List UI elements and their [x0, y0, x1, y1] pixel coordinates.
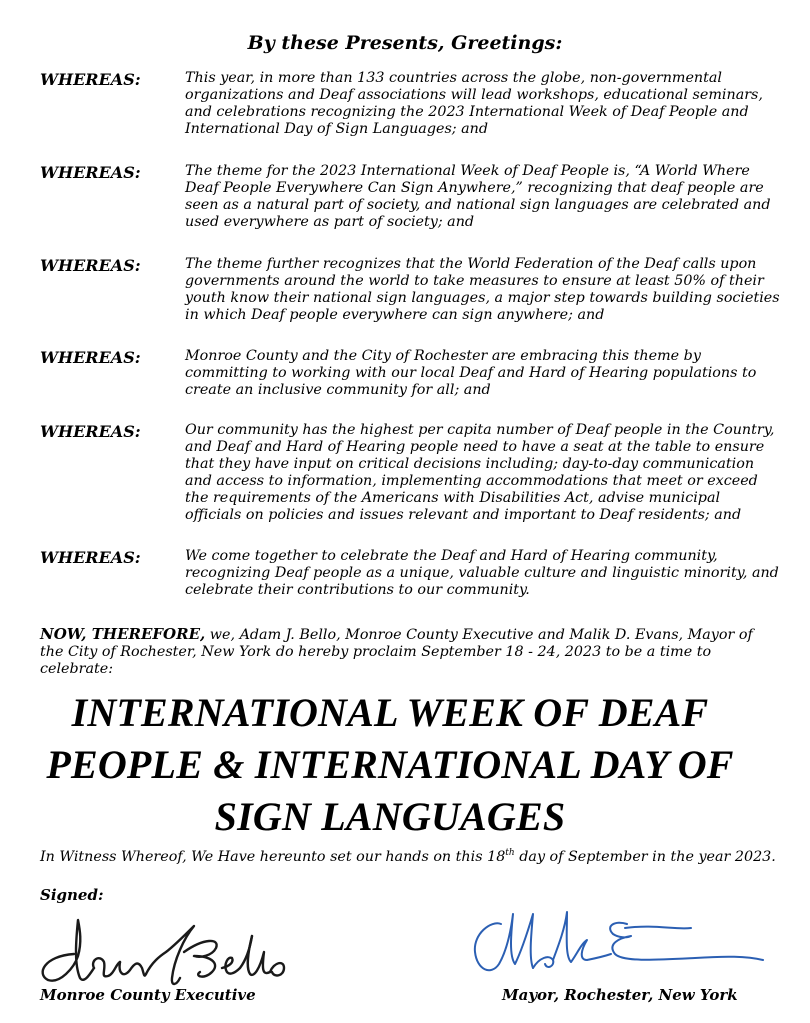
- proclamation-paragraph: [40, 626, 770, 678]
- whereas-label: WHEREAS:: [40, 256, 141, 275]
- witness-text-start: In Witness Whereof, We Have hereunto set our hands on this 18: [40, 848, 506, 865]
- whereas-text: Monroe County and the City of Rochester are embracing this theme by committing to working with our local Deaf and Hard of Hearing populations to create an inclusive community for all; and: [185, 348, 757, 398]
- whereas-text: The theme for the 2023 International Week of Deaf People is, “A World Where Deaf People Everywhere Can Sign Anywhere,” recognizing that deaf people are seen as a natural part of society, and national sign languages are celebrated and used everywhere as part of society; and: [185, 163, 771, 230]
- proclamation-title: [0, 687, 780, 843]
- now-therefore-lead: NOW, THEREFORE,: [40, 625, 206, 643]
- signature-left-caption: Monroe County Executive: [40, 986, 256, 1004]
- whereas-clause-1: [40, 70, 780, 138]
- whereas-clause-4: [40, 348, 780, 399]
- whereas-text: We come together to celebrate the Deaf and Hard of Hearing community, recognizing Deaf people as a unique, valuable culture and linguistic minority, and celebrate their contributions to our community.: [185, 548, 779, 598]
- ordinal-suffix: th: [505, 848, 515, 858]
- title-line-3: SIGN LANGUAGES: [214, 794, 566, 839]
- title-line-1: INTERNATIONAL WEEK OF DEAF: [71, 690, 709, 735]
- whereas-label: WHEREAS:: [40, 422, 141, 441]
- signed-label: Signed:: [40, 886, 104, 904]
- proclamation-text: we, Adam J. Bello, Monroe County Executive and Malik D. Evans, Mayor of the City of Rochester, New York do hereby proclaim September 18 - 24, 2023 to be a time to celebrate:: [40, 627, 753, 677]
- whereas-label: WHEREAS:: [40, 163, 141, 182]
- signature-right-caption: Mayor, Rochester, New York: [502, 986, 738, 1004]
- greeting-heading: By these Presents, Greetings:: [247, 32, 563, 54]
- signature-right: [455, 904, 775, 986]
- whereas-text: This year, in more than 133 countries across the globe, non-governmental organizations and Deaf associations will lead workshops, educational seminars, and celebrations recognizing the 2023 International Week of Deaf People and International Day of Sign Languages; and: [185, 70, 763, 137]
- witness-statement: [40, 845, 780, 866]
- whereas-clause-3: [40, 256, 780, 324]
- whereas-label: WHEREAS:: [40, 348, 141, 367]
- witness-text-end: day of September in the year 2023.: [514, 848, 776, 865]
- signature-left: [34, 912, 294, 990]
- whereas-label: WHEREAS:: [40, 70, 141, 89]
- title-line-2: PEOPLE & INTERNATIONAL DAY OF: [46, 742, 734, 787]
- whereas-text: Our community has the highest per capita number of Deaf people in the Country, and Deaf and Hard of Hearing people need to have a seat at the table to ensure that they have input on critical decisions including; day-to-day communication and access to information, implementing accommodations that meet or exceed the requirements of the Americans with Disabilities Act, advise municipal officials on policies and issues relevant and important to Deaf residents; and: [185, 422, 775, 523]
- whereas-clause-6: [40, 548, 780, 599]
- whereas-clause-5: [40, 422, 780, 524]
- whereas-text: The theme further recognizes that the World Federation of the Deaf calls upon governments around the world to take measures to ensure at least 50% of their youth know their national sign languages, a major step towards building societies in which Deaf people everywhere can sign anywhere; and: [185, 256, 780, 323]
- whereas-clause-2: [40, 163, 780, 231]
- whereas-label: WHEREAS:: [40, 548, 141, 567]
